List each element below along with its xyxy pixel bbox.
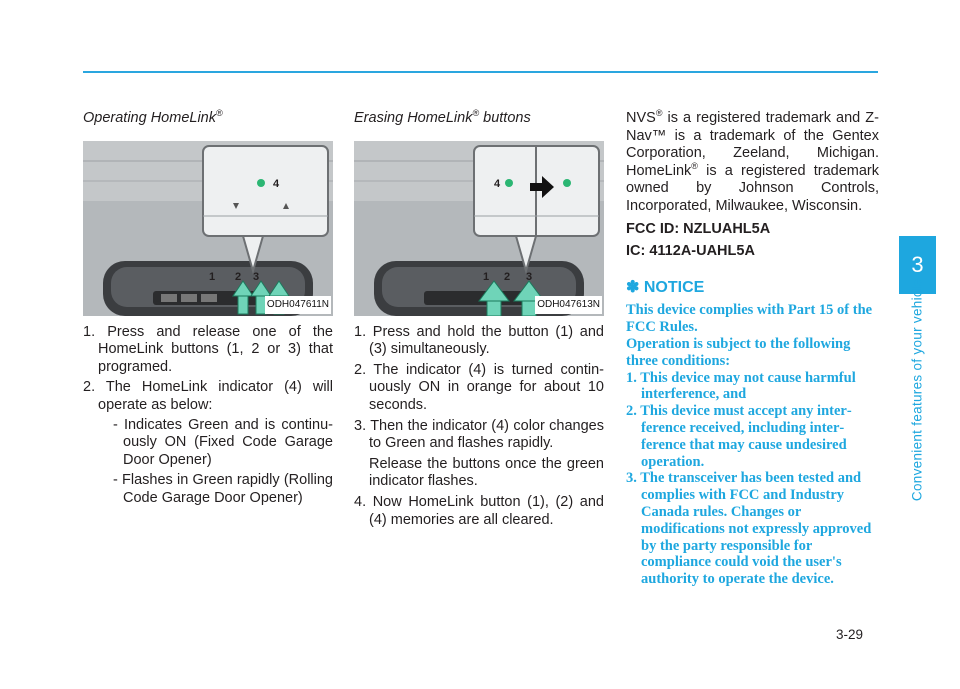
list-item: Release the buttons once the green indicator flashes. <box>369 455 604 490</box>
section-heading: Erasing HomeLink® buttons <box>354 108 531 126</box>
trademark-paragraph: NVS® is a registered trademark and Z-Nav™ is a trademark of the Gentex Corporation, Zeeland, Michigan. HomeLink® is a registered trademark owned by Johnson Controls, Incorporated, Milwaukee, Wisconsin. <box>626 108 879 214</box>
mirror-figure-erasing <box>354 141 604 316</box>
column-operating <box>83 110 333 511</box>
callout-1: 1 <box>209 270 216 283</box>
column-trademarks <box>626 110 879 588</box>
callout-3: 3 <box>253 270 260 283</box>
operating-steps <box>83 324 333 508</box>
callout-4: 4 <box>494 177 501 190</box>
notice-title: ✽ NOTICE <box>626 278 705 296</box>
column-erasing <box>354 110 604 532</box>
mirror-illustration <box>354 141 604 316</box>
list-item: 2. This device must accept any interference received, including interference that may cause undesired operation. <box>626 403 852 470</box>
notice-body <box>626 302 879 588</box>
fcc-id: FCC ID: NZLUAHL5A <box>626 220 771 237</box>
chapter-number: 3 <box>911 252 924 277</box>
section-heading: Operating HomeLink® <box>83 108 223 126</box>
notice-intro-2: Operation is subject to the following three conditions: <box>626 335 851 369</box>
erasing-steps <box>354 324 604 530</box>
list-item: 2. The indicator (4) is turned continuously ON in orange for about 10 seconds. <box>354 361 604 413</box>
callout-2: 2 <box>235 270 242 283</box>
notice-conditions <box>626 370 879 588</box>
callout-4: 4 <box>273 177 280 190</box>
list-item: 3. The transceiver has been tested and complies with FCC and Industry Canada rules. Changes or modifications not expressly approved by the party responsible for compliance could void the user's authority to operate the device. <box>626 470 872 588</box>
ic-number: IC: 4112A-UAHL5A <box>626 243 755 260</box>
list-item: 3. Then the indicator (4) color changes to Green and flashes rapidly. <box>354 417 604 452</box>
figure-code: ODH047613N <box>535 296 602 314</box>
header-rule <box>83 71 878 73</box>
indicator-states <box>98 417 333 508</box>
list-item: 2. The HomeLink indicator (4) will operate as below: - Indicates Green and is continuously ON (Fixed Code Garage Door Opener) - Flashes in Green rapidly (Rolling Code Garage Door Opener) <box>83 379 333 506</box>
chapter-title: Convenient features of your vehicle <box>909 278 925 502</box>
mirror-figure-operating <box>83 141 333 316</box>
list-item: - Indicates Green and is continuously ON (Fixed Code Garage Door Opener) <box>113 416 333 468</box>
figure-code: ODH047611N <box>265 296 331 314</box>
list-item: 1. This device may not cause harmful interference, and <box>626 369 856 403</box>
mirror-illustration <box>83 141 333 316</box>
callout-2: 2 <box>504 270 511 283</box>
callout-3: 3 <box>526 270 533 283</box>
notice-intro: This device complies with Part 15 of the FCC Rules. <box>626 302 873 336</box>
list-item: 1. Press and hold the button (1) and (3) simultaneously. <box>354 323 604 358</box>
list-item: - Flashes in Green rapidly (Rolling Code Garage Door Opener) <box>113 472 333 506</box>
list-item: 1. Press and release one of the HomeLink buttons (1, 2 or 3) that programed. <box>83 323 333 375</box>
callout-1: 1 <box>483 270 490 283</box>
page-number: 3-29 <box>836 627 864 642</box>
list-item: 4. Now HomeLink button (1), (2) and (4) memories are all cleared. <box>354 493 604 528</box>
